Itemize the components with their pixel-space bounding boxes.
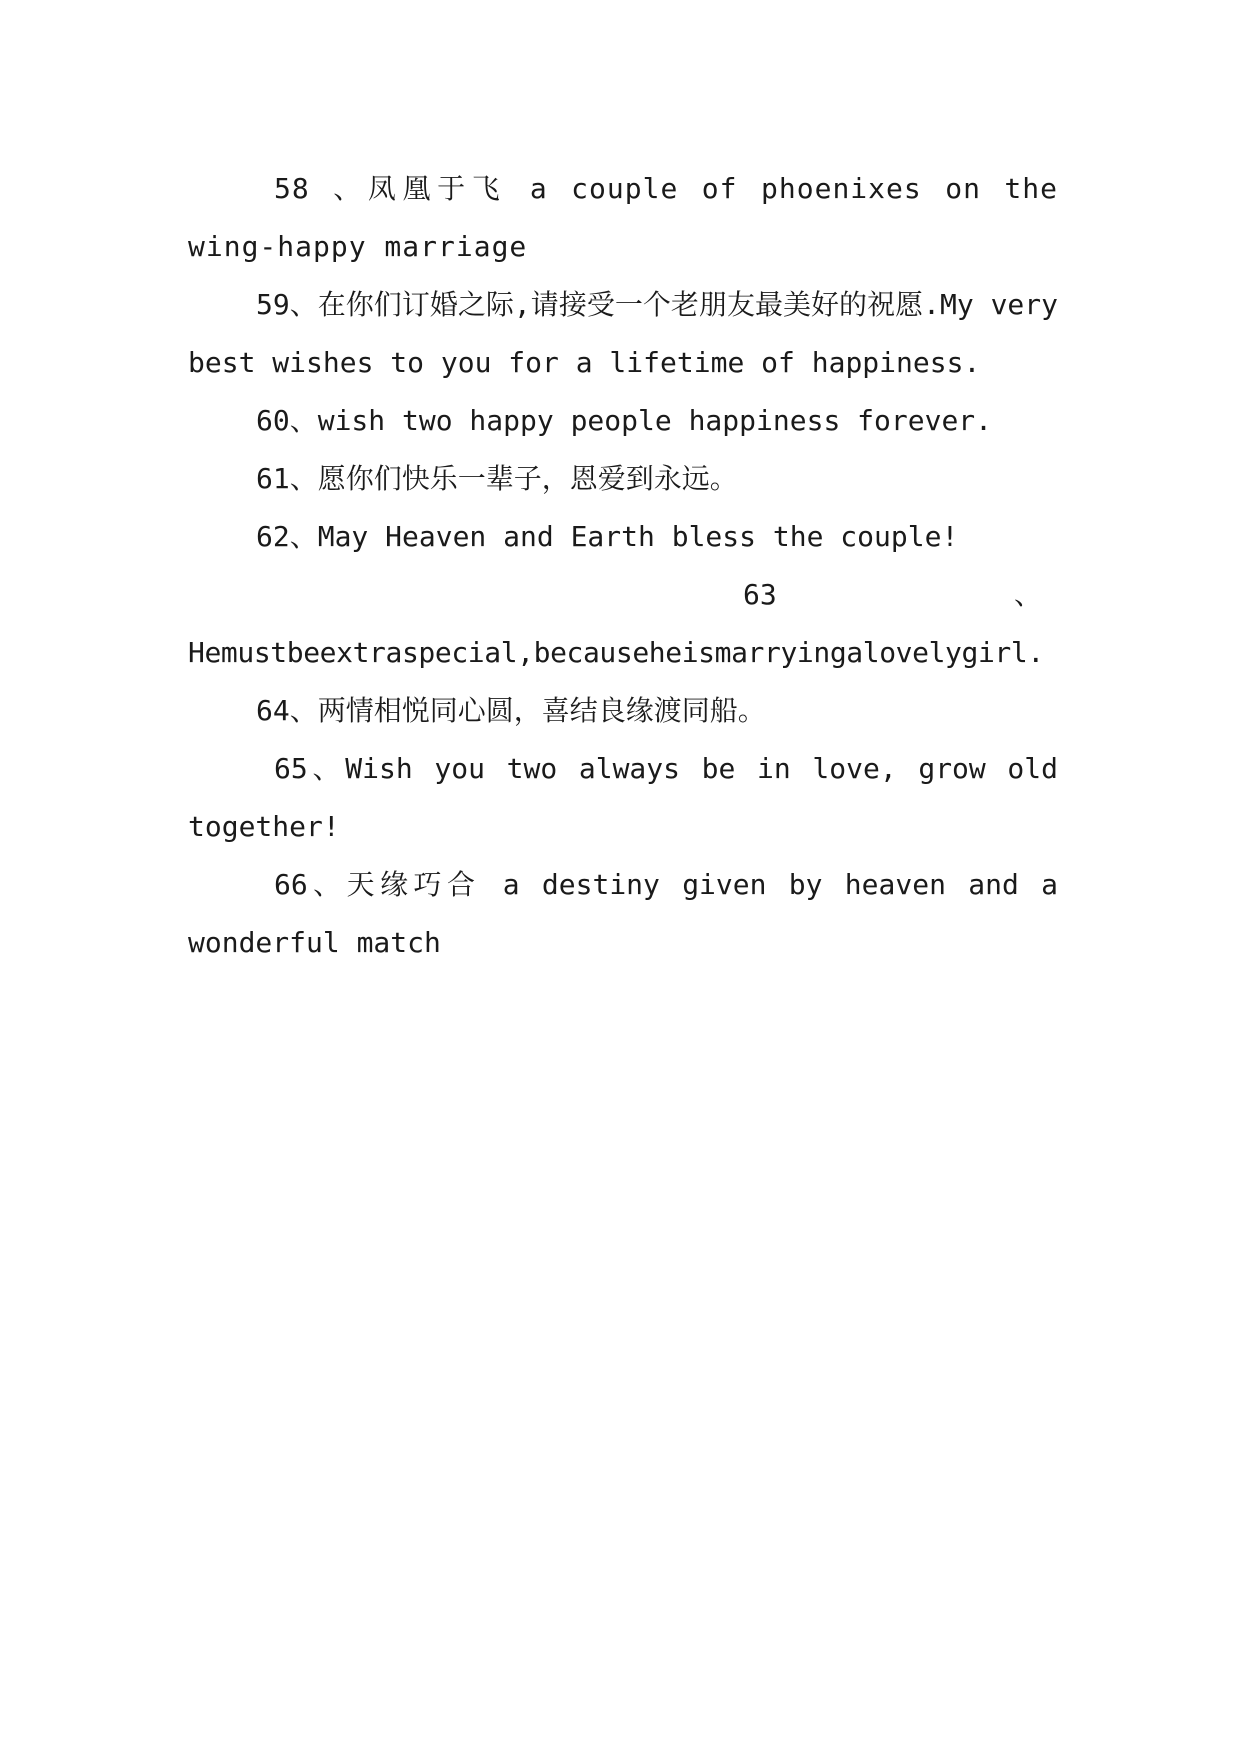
document-body — [188, 160, 1058, 972]
paragraph-62: 62、May Heaven and Earth bless the couple! — [256, 520, 959, 553]
paragraph-60: 60、wish two happy people happiness forever. — [256, 404, 993, 437]
paragraph-61: 61、愿你们快乐一辈子，恩爱到永远。 — [256, 462, 738, 495]
paragraph-63-number: 63 — [743, 578, 777, 611]
paragraph-65: 65、Wish you two always be in love, grow old together! — [188, 752, 1058, 843]
paragraph-64: 64、两情相悦同心圆，喜结良缘渡同船。 — [256, 694, 766, 727]
paragraph-59: 59、在你们订婚之际,请接受一个老朋友最美好的祝愿.My very best wishes to you for a lifetime of happiness. — [188, 288, 1058, 379]
paragraph-58: 58 、凤凰于飞 a couple of phoenixes on the wing-happy marriage — [188, 172, 1058, 263]
paragraph-63-heading — [188, 566, 1058, 624]
paragraph-63-separator: 、 — [1013, 578, 1042, 611]
paragraph-63: Hemustbeextraspecial,becauseheismarryingalovelygirl. — [188, 636, 1044, 669]
paragraph-66: 66、天缘巧合 a destiny given by heaven and a wonderful match — [188, 868, 1058, 959]
